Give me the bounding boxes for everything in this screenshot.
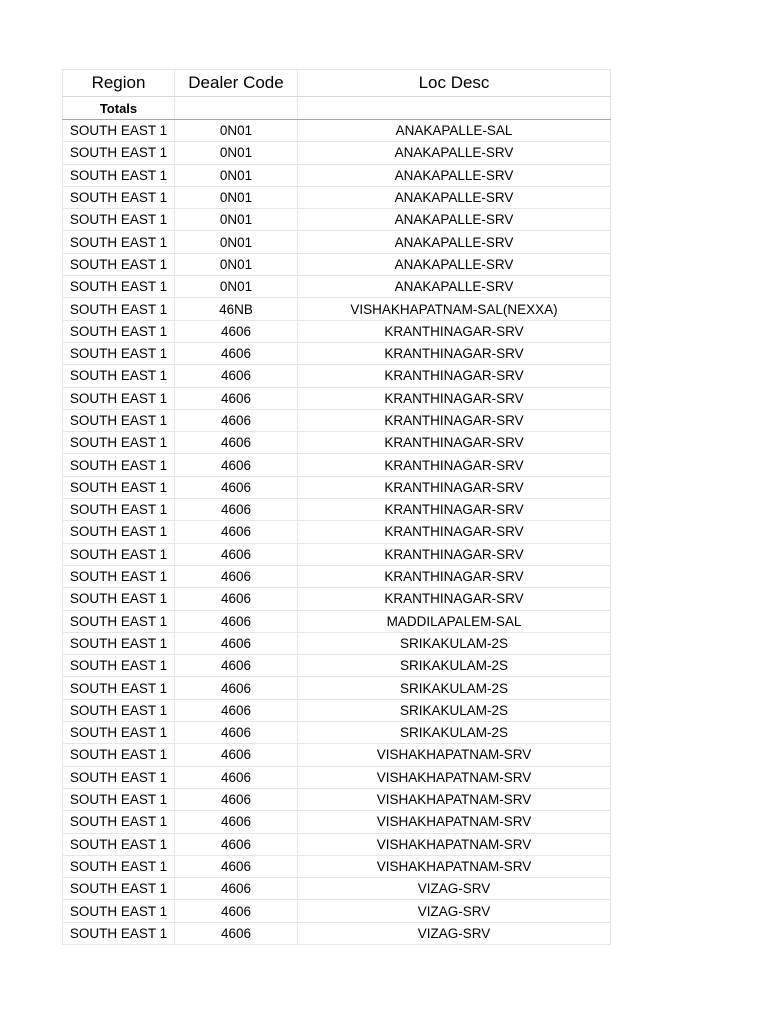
cell-region[interactable]: SOUTH EAST 1 <box>63 855 175 877</box>
table-row <box>63 588 611 610</box>
cell-loc-desc[interactable]: SRIKAKULAM-2S <box>298 632 611 654</box>
column-header-region[interactable]: Region <box>63 70 175 97</box>
cell-region[interactable]: SOUTH EAST 1 <box>63 120 175 142</box>
cell-loc-desc[interactable]: KRANTHINAGAR-SRV <box>298 409 611 431</box>
cell-loc-desc[interactable]: ANAKAPALLE-SRV <box>298 231 611 253</box>
cell-dealer-code[interactable]: 4606 <box>175 878 298 900</box>
cell-loc-desc[interactable]: VIZAG-SRV <box>298 878 611 900</box>
table-row <box>63 922 611 944</box>
cell-region[interactable]: SOUTH EAST 1 <box>63 722 175 744</box>
table-row <box>63 432 611 454</box>
cell-region[interactable]: SOUTH EAST 1 <box>63 387 175 409</box>
table-row <box>63 543 611 565</box>
cell-region[interactable]: SOUTH EAST 1 <box>63 677 175 699</box>
cell-loc-desc[interactable]: KRANTHINAGAR-SRV <box>298 387 611 409</box>
totals-loc-desc[interactable] <box>298 97 611 120</box>
table-row <box>63 722 611 744</box>
table-row <box>63 298 611 320</box>
cell-loc-desc[interactable]: ANAKAPALLE-SRV <box>298 164 611 186</box>
cell-loc-desc[interactable]: SRIKAKULAM-2S <box>298 722 611 744</box>
cell-region[interactable]: SOUTH EAST 1 <box>63 588 175 610</box>
cell-loc-desc[interactable]: ANAKAPALLE-SRV <box>298 209 611 231</box>
table-row <box>63 253 611 275</box>
table-row <box>63 632 611 654</box>
cell-dealer-code[interactable]: 4606 <box>175 699 298 721</box>
cell-loc-desc[interactable]: KRANTHINAGAR-SRV <box>298 454 611 476</box>
cell-region[interactable]: SOUTH EAST 1 <box>63 409 175 431</box>
cell-region[interactable]: SOUTH EAST 1 <box>63 878 175 900</box>
table-row <box>63 320 611 342</box>
cell-region[interactable]: SOUTH EAST 1 <box>63 543 175 565</box>
cell-loc-desc[interactable]: KRANTHINAGAR-SRV <box>298 588 611 610</box>
table-row <box>63 744 611 766</box>
cell-region[interactable]: SOUTH EAST 1 <box>63 209 175 231</box>
table-row <box>63 521 611 543</box>
cell-dealer-code[interactable]: 0N01 <box>175 253 298 275</box>
table-row <box>63 565 611 587</box>
cell-dealer-code[interactable]: 4606 <box>175 342 298 364</box>
cell-dealer-code[interactable]: 0N01 <box>175 209 298 231</box>
cell-loc-desc[interactable]: SRIKAKULAM-2S <box>298 677 611 699</box>
cell-dealer-code[interactable]: 4606 <box>175 788 298 810</box>
table-row <box>63 342 611 364</box>
cell-dealer-code[interactable]: 4606 <box>175 588 298 610</box>
cell-loc-desc[interactable]: VISHAKHAPATNAM-SRV <box>298 855 611 877</box>
cell-region[interactable]: SOUTH EAST 1 <box>63 922 175 944</box>
table-row <box>63 766 611 788</box>
cell-region[interactable]: SOUTH EAST 1 <box>63 276 175 298</box>
cell-region[interactable]: SOUTH EAST 1 <box>63 811 175 833</box>
totals-dealer-code[interactable] <box>175 97 298 120</box>
cell-loc-desc[interactable]: KRANTHINAGAR-SRV <box>298 342 611 364</box>
table-row <box>63 677 611 699</box>
cell-loc-desc[interactable]: VISHAKHAPATNAM-SRV <box>298 766 611 788</box>
table-row <box>63 476 611 498</box>
table-row <box>63 454 611 476</box>
cell-dealer-code[interactable]: 0N01 <box>175 120 298 142</box>
table-row <box>63 209 611 231</box>
cell-region[interactable]: SOUTH EAST 1 <box>63 655 175 677</box>
cell-region[interactable]: SOUTH EAST 1 <box>63 365 175 387</box>
cell-loc-desc[interactable]: ANAKAPALLE-SAL <box>298 120 611 142</box>
table-body <box>63 120 611 945</box>
cell-dealer-code[interactable]: 4606 <box>175 543 298 565</box>
cell-dealer-code[interactable]: 4606 <box>175 409 298 431</box>
table-row <box>63 164 611 186</box>
table-row <box>63 231 611 253</box>
cell-dealer-code[interactable]: 4606 <box>175 476 298 498</box>
cell-loc-desc[interactable]: VIZAG-SRV <box>298 900 611 922</box>
cell-dealer-code[interactable]: 4606 <box>175 320 298 342</box>
cell-region[interactable]: SOUTH EAST 1 <box>63 253 175 275</box>
cell-dealer-code[interactable]: 0N01 <box>175 231 298 253</box>
cell-region[interactable]: SOUTH EAST 1 <box>63 788 175 810</box>
cell-dealer-code[interactable]: 4606 <box>175 744 298 766</box>
table-row <box>63 186 611 208</box>
table-row <box>63 855 611 877</box>
table-row <box>63 699 611 721</box>
table-row <box>63 120 611 142</box>
cell-loc-desc[interactable]: SRIKAKULAM-2S <box>298 699 611 721</box>
cell-region[interactable]: SOUTH EAST 1 <box>63 900 175 922</box>
cell-dealer-code[interactable]: 4606 <box>175 610 298 632</box>
cell-dealer-code[interactable]: 4606 <box>175 454 298 476</box>
cell-loc-desc[interactable]: KRANTHINAGAR-SRV <box>298 365 611 387</box>
cell-region[interactable]: SOUTH EAST 1 <box>63 454 175 476</box>
header-row <box>63 70 611 97</box>
cell-region[interactable]: SOUTH EAST 1 <box>63 744 175 766</box>
cell-loc-desc[interactable]: VIZAG-SRV <box>298 922 611 944</box>
cell-loc-desc[interactable]: KRANTHINAGAR-SRV <box>298 565 611 587</box>
cell-dealer-code[interactable]: 4606 <box>175 521 298 543</box>
cell-dealer-code[interactable]: 0N01 <box>175 276 298 298</box>
cell-region[interactable]: SOUTH EAST 1 <box>63 231 175 253</box>
cell-region[interactable]: SOUTH EAST 1 <box>63 476 175 498</box>
cell-dealer-code[interactable]: 4606 <box>175 900 298 922</box>
cell-loc-desc[interactable]: KRANTHINAGAR-SRV <box>298 476 611 498</box>
table-row <box>63 142 611 164</box>
totals-row <box>63 97 611 120</box>
cell-region[interactable]: SOUTH EAST 1 <box>63 499 175 521</box>
cell-dealer-code[interactable]: 4606 <box>175 432 298 454</box>
cell-region[interactable]: SOUTH EAST 1 <box>63 565 175 587</box>
cell-dealer-code[interactable]: 4606 <box>175 722 298 744</box>
table-row <box>63 788 611 810</box>
cell-dealer-code[interactable]: 4606 <box>175 655 298 677</box>
cell-dealer-code[interactable]: 4606 <box>175 811 298 833</box>
cell-loc-desc[interactable]: VISHAKHAPATNAM-SRV <box>298 744 611 766</box>
cell-region[interactable]: SOUTH EAST 1 <box>63 521 175 543</box>
cell-loc-desc[interactable]: ANAKAPALLE-SRV <box>298 276 611 298</box>
cell-dealer-code[interactable]: 4606 <box>175 565 298 587</box>
column-header-dealer-code[interactable]: Dealer Code <box>175 70 298 97</box>
table-row <box>63 409 611 431</box>
table-row <box>63 900 611 922</box>
cell-loc-desc[interactable]: ANAKAPALLE-SRV <box>298 186 611 208</box>
table-row <box>63 276 611 298</box>
cell-loc-desc[interactable]: ANAKAPALLE-SRV <box>298 142 611 164</box>
column-header-loc-desc[interactable]: Loc Desc <box>298 70 611 97</box>
cell-region[interactable]: SOUTH EAST 1 <box>63 298 175 320</box>
cell-loc-desc[interactable]: VISHAKHAPATNAM-SRV <box>298 833 611 855</box>
cell-region[interactable]: SOUTH EAST 1 <box>63 632 175 654</box>
totals-label[interactable]: Totals <box>63 97 175 120</box>
cell-dealer-code[interactable]: 4606 <box>175 833 298 855</box>
table-row <box>63 499 611 521</box>
cell-loc-desc[interactable]: VISHAKHAPATNAM-SRV <box>298 811 611 833</box>
table-row <box>63 610 611 632</box>
cell-region[interactable]: SOUTH EAST 1 <box>63 342 175 364</box>
cell-loc-desc[interactable]: KRANTHINAGAR-SRV <box>298 521 611 543</box>
cell-region[interactable]: SOUTH EAST 1 <box>63 186 175 208</box>
cell-loc-desc[interactable]: KRANTHINAGAR-SRV <box>298 543 611 565</box>
cell-dealer-code[interactable]: 4606 <box>175 387 298 409</box>
table-row <box>63 878 611 900</box>
cell-dealer-code[interactable]: 4606 <box>175 632 298 654</box>
cell-dealer-code[interactable]: 0N01 <box>175 142 298 164</box>
cell-region[interactable]: SOUTH EAST 1 <box>63 610 175 632</box>
cell-dealer-code[interactable]: 4606 <box>175 677 298 699</box>
cell-loc-desc[interactable]: KRANTHINAGAR-SRV <box>298 499 611 521</box>
cell-loc-desc[interactable]: VISHAKHAPATNAM-SRV <box>298 788 611 810</box>
cell-loc-desc[interactable]: ANAKAPALLE-SRV <box>298 253 611 275</box>
cell-region[interactable]: SOUTH EAST 1 <box>63 432 175 454</box>
cell-loc-desc[interactable]: VISHAKHAPATNAM-SAL(NEXXA) <box>298 298 611 320</box>
cell-region[interactable]: SOUTH EAST 1 <box>63 164 175 186</box>
cell-dealer-code[interactable]: 4606 <box>175 499 298 521</box>
cell-region[interactable]: SOUTH EAST 1 <box>63 833 175 855</box>
cell-dealer-code[interactable]: 0N01 <box>175 164 298 186</box>
cell-region[interactable]: SOUTH EAST 1 <box>63 142 175 164</box>
cell-dealer-code[interactable]: 4606 <box>175 766 298 788</box>
table-row <box>63 811 611 833</box>
cell-dealer-code[interactable]: 46NB <box>175 298 298 320</box>
cell-dealer-code[interactable]: 0N01 <box>175 186 298 208</box>
cell-loc-desc[interactable]: MADDILAPALEM-SAL <box>298 610 611 632</box>
cell-dealer-code[interactable]: 4606 <box>175 922 298 944</box>
table-row <box>63 655 611 677</box>
cell-region[interactable]: SOUTH EAST 1 <box>63 320 175 342</box>
cell-region[interactable]: SOUTH EAST 1 <box>63 766 175 788</box>
dealer-table <box>62 69 611 945</box>
table-row <box>63 365 611 387</box>
cell-loc-desc[interactable]: KRANTHINAGAR-SRV <box>298 432 611 454</box>
cell-loc-desc[interactable]: SRIKAKULAM-2S <box>298 655 611 677</box>
table-row <box>63 387 611 409</box>
cell-loc-desc[interactable]: KRANTHINAGAR-SRV <box>298 320 611 342</box>
table-row <box>63 833 611 855</box>
cell-region[interactable]: SOUTH EAST 1 <box>63 699 175 721</box>
cell-dealer-code[interactable]: 4606 <box>175 855 298 877</box>
cell-dealer-code[interactable]: 4606 <box>175 365 298 387</box>
